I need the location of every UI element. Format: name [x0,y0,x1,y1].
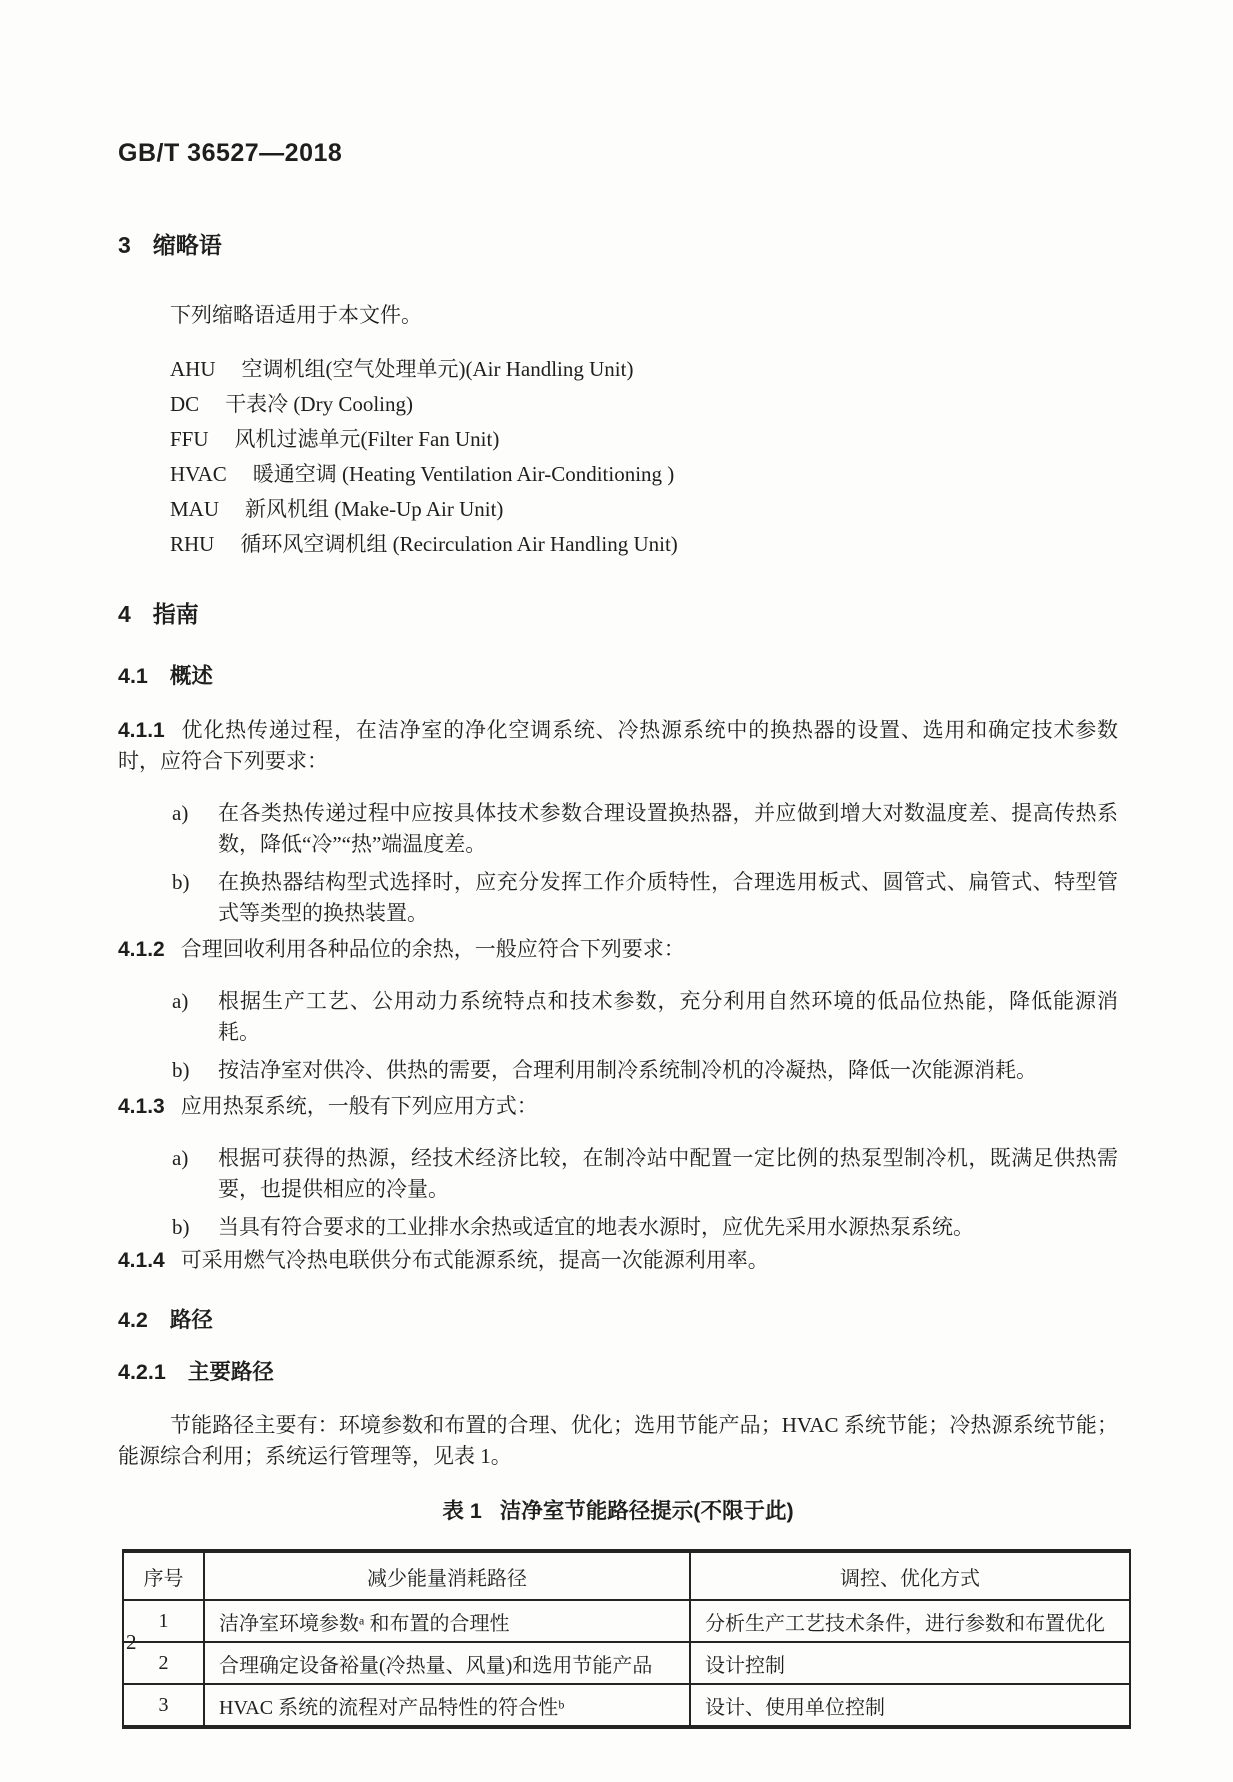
list-item-text: 根据生产工艺、公用动力系统特点和技术参数，充分利用自然环境的低品位热能，降低能源消耗。 [218,989,1118,1044]
table-caption-title: 洁净室节能路径提示(不限于此) [499,1499,794,1523]
abbr-definition: 循环风空调机组 (Recirculation Air Handling Unit) [240,532,678,556]
section-title: 路径 [169,1308,213,1332]
page-number: 2 [126,1630,137,1654]
table-row [123,1600,1130,1642]
section-title: 主要路径 [187,1360,274,1384]
section-4-heading [118,599,1118,629]
list-item-b [118,867,1118,929]
col-header-method: 调控、优化方式 [690,1551,1130,1600]
list-item-text: 在换热器结构型式选择时，应充分发挥工作介质特性，合理选用板式、圆管式、扁管式、特型管式等类型的换热装置。 [218,870,1118,925]
clause-4-1-1 [118,715,1118,777]
table-caption-label: 表 1 [442,1499,482,1523]
list-marker: a) [172,801,189,825]
list-item-text: 当具有符合要求的工业排水余热或适宜的地表水源时，应优先采用水源热泵系统。 [218,1215,974,1239]
clause-number: 4.1.4 [118,1249,165,1272]
abbr-definition: 暖通空调 (Heating Ventilation Air-Conditioning ) [252,462,675,486]
col-header-no: 序号 [123,1551,204,1600]
cell-method: 设计、使用单位控制 [690,1684,1130,1727]
list-marker: a) [172,1146,189,1170]
list-marker: b) [172,1058,190,1082]
cell-path: 洁净室环境参数ᵃ 和布置的合理性 [204,1600,690,1642]
table-row [123,1684,1130,1727]
abbr-term: RHU [170,532,215,556]
table-row [123,1642,1130,1684]
abbreviation-item [118,352,1118,387]
abbr-definition: 干表冷 (Dry Cooling) [225,392,414,416]
table-caption [118,1496,1118,1526]
list-item-a [118,986,1118,1048]
table-1 [122,1549,1131,1729]
list-item-text: 按洁净室对供冷、供热的需要，合理利用制冷系统制冷机的冷凝热，降低一次能源消耗。 [218,1058,1037,1082]
section-title: 概述 [169,664,213,688]
clause-text: 应用热泵系统，一般有下列应用方式： [180,1094,538,1118]
col-header-path: 减少能量消耗路径 [204,1551,690,1600]
list-item-text: 根据可获得的热源，经技术经济比较，在制冷站中配置一定比例的热泵型制冷机，既满足供热需要，也提供相应的冷量。 [218,1146,1118,1201]
cell-no: 1 [123,1600,204,1642]
section-number: 4 [118,601,131,627]
abbr-term: HVAC [170,462,227,486]
abbreviation-item [118,492,1118,527]
clause-text: 合理回收利用各种品位的余热，一般应符合下列要求： [180,937,685,961]
cell-method: 设计控制 [690,1642,1130,1684]
list-item-b [118,1055,1118,1086]
section-4-1-heading [118,661,1118,691]
clause-number: 4.1.1 [118,719,165,742]
doc-number: GB/T 36527—2018 [118,139,343,167]
section-4-2-heading [118,1305,1118,1335]
list-marker: b) [172,870,190,894]
clause-4-1-4 [118,1245,1118,1276]
abbreviation-item [118,527,1118,562]
clause-text: 优化热传递过程，在洁净室的净化空调系统、冷热源系统中的换热器的设置、选用和确定技术参数时，应符合下列要求： [118,718,1118,773]
clause-text: 可采用燃气冷热电联供分布式能源系统，提高一次能源利用率。 [180,1248,769,1272]
abbr-definition: 新风机组 (Make-Up Air Unit) [245,497,504,521]
cell-path: HVAC 系统的流程对产品特性的符合性ᵇ [204,1684,690,1727]
list-item-a [118,798,1118,860]
list-marker: b) [172,1215,190,1239]
abbr-definition: 空调机组(空气处理单元)(Air Handling Unit) [241,357,634,381]
section-number: 4.2.1 [118,1360,166,1384]
abbreviation-item [118,422,1118,457]
section-number: 4.1 [118,664,148,688]
abbreviation-list [118,352,1118,562]
clause-number: 4.1.2 [118,938,165,961]
paragraph-4-2-1: 节能路径主要有：环境参数和布置的合理、优化；选用节能产品；HVAC 系统节能；冷热源系统节能；能源综合利用；系统运行管理等，见表 1。 [118,1413,1118,1468]
section-3-intro: 下列缩略语适用于本文件。 [170,303,422,327]
abbr-term: DC [170,392,200,416]
abbr-term: AHU [170,357,216,381]
section-title: 指南 [152,601,199,627]
cell-no: 3 [123,1684,204,1727]
section-number: 3 [118,232,131,258]
abbr-term: FFU [170,427,209,451]
clause-4-1-2 [118,934,1118,965]
clause-number: 4.1.3 [118,1095,165,1118]
clause-4-1-3 [118,1091,1118,1122]
section-3-heading [118,230,1118,260]
table-header-row [123,1551,1130,1600]
list-item-b [118,1212,1118,1243]
section-number: 4.2 [118,1308,148,1332]
cell-no: 2 [123,1642,204,1684]
section-title: 缩略语 [152,232,222,258]
cell-method: 分析生产工艺技术条件，进行参数和布置优化 [690,1600,1130,1642]
section-4-2-1-heading [118,1357,1118,1387]
abbreviation-item [118,457,1118,492]
abbr-definition: 风机过滤单元(Filter Fan Unit) [234,427,500,451]
list-marker: a) [172,989,189,1013]
abbr-term: MAU [170,497,220,521]
abbreviation-item [118,387,1118,422]
list-item-text: 在各类热传递过程中应按具体技术参数合理设置换热器，并应做到增大对数温度差、提高传热系数，降低“冷”“热”端温度差。 [218,801,1118,856]
list-item-a [118,1143,1118,1205]
cell-path: 合理确定设备裕量(冷热量、风量)和选用节能产品 [204,1642,690,1684]
